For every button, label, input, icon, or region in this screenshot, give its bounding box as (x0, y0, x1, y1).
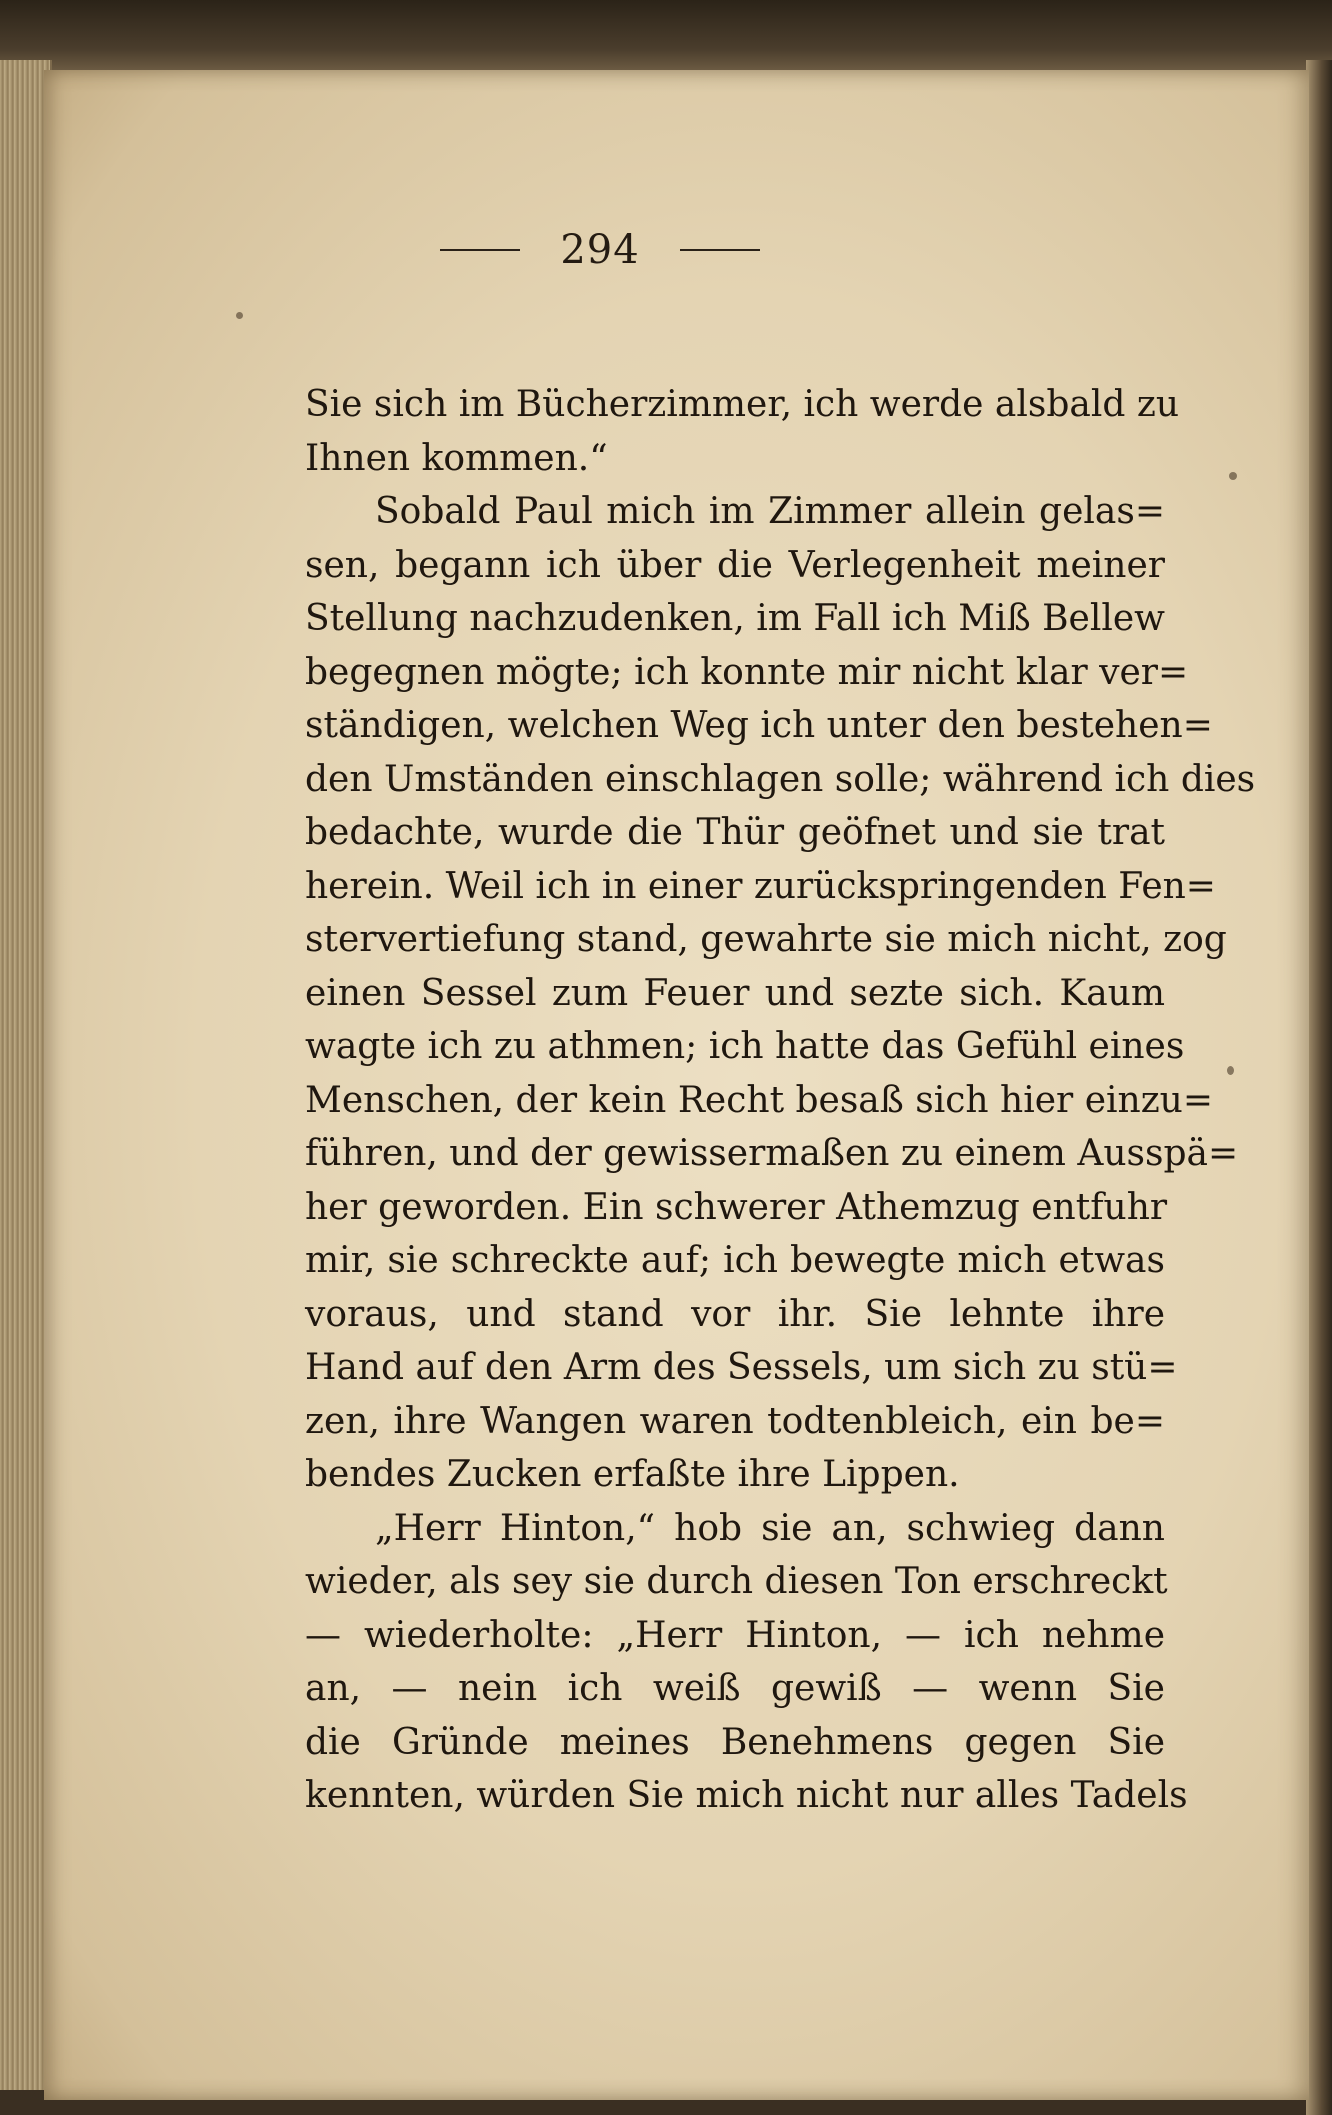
paragraph (305, 485, 1256, 1502)
page-header (300, 210, 900, 290)
text-line: wieder, als sey sie durch diesen Ton erschreckt (305, 1561, 1168, 1602)
text-line: einen Sessel zum Feuer und sezte sich. Kaum (305, 972, 1165, 1014)
text-line: „Herr Hinton,“ hob sie an, schwieg dann (375, 1507, 1165, 1549)
book-spine (1306, 60, 1332, 2115)
text-line: wagte ich zu athmen; ich hatte das Gefühl eines (305, 1026, 1185, 1067)
text-line: mir, sie schreckte auf; ich bewegte mich etwas (305, 1240, 1165, 1281)
text-line: stervertiefung stand, gewahrte sie mich nicht, zog (305, 919, 1227, 960)
book-top-edge (0, 0, 1332, 70)
paragraph (305, 378, 1180, 485)
text-line: sen, begann ich über die Verlegenheit meiner (305, 544, 1165, 586)
text-line: begegnen mögte; ich konnte mir nicht klar ver= (305, 651, 1189, 693)
page-number: 294 (560, 227, 640, 273)
text-line: her geworden. Ein schwerer Athemzug entfuhr (305, 1186, 1168, 1228)
text-line: den Umständen einschlagen solle; während ich dies (305, 758, 1256, 800)
text-line: Sie sich im Bücherzimmer, ich werde alsbald zu (305, 384, 1180, 425)
text-line: an, — nein ich weiß gewiß — wenn Sie (305, 1668, 1165, 1709)
text-line: Menschen, der kein Recht besaß sich hier einzu= (305, 1079, 1214, 1121)
text-line: Hand auf den Arm des Sessels, um sich zu stü= (305, 1347, 1178, 1388)
header-left-rule (440, 249, 520, 251)
text-line: führen, und der gewissermaßen zu einem Ausspä= (305, 1133, 1239, 1174)
paper-speck (236, 312, 243, 319)
text-line: die Gründe meines Benehmens gegen Sie (305, 1721, 1165, 1763)
text-line: Ihnen kommen.“ (305, 437, 608, 479)
text-line: Sobald Paul mich im Zimmer allein gelas= (375, 491, 1165, 532)
paper-speck (1229, 472, 1237, 480)
text-line: ständigen, welchen Weg ich unter den bestehen= (305, 705, 1213, 746)
paper-speck (1227, 1066, 1234, 1075)
paragraph (305, 1502, 1188, 1823)
text-line: bendes Zucken erfaßte ihre Lippen. (305, 1454, 960, 1495)
text-line: — wiederholte: „Herr Hinton, — ich nehme (305, 1614, 1165, 1656)
text-line: bedachte, wurde die Thür geöfnet und sie trat (305, 812, 1165, 853)
text-line: Stellung nachzudenken, im Fall ich Miß Bellew (305, 598, 1165, 639)
text-line: kennten, würden Sie mich nicht nur alles Tadels (305, 1775, 1188, 1816)
header-right-rule (680, 249, 760, 251)
text-line: herein. Weil ich in einer zurückspringenden Fen= (305, 865, 1216, 907)
text-line: voraus, und stand vor ihr. Sie lehnte ihre (305, 1293, 1165, 1335)
body-text (305, 378, 1256, 1823)
text-line: zen, ihre Wangen waren todtenbleich, ein be= (305, 1400, 1165, 1442)
